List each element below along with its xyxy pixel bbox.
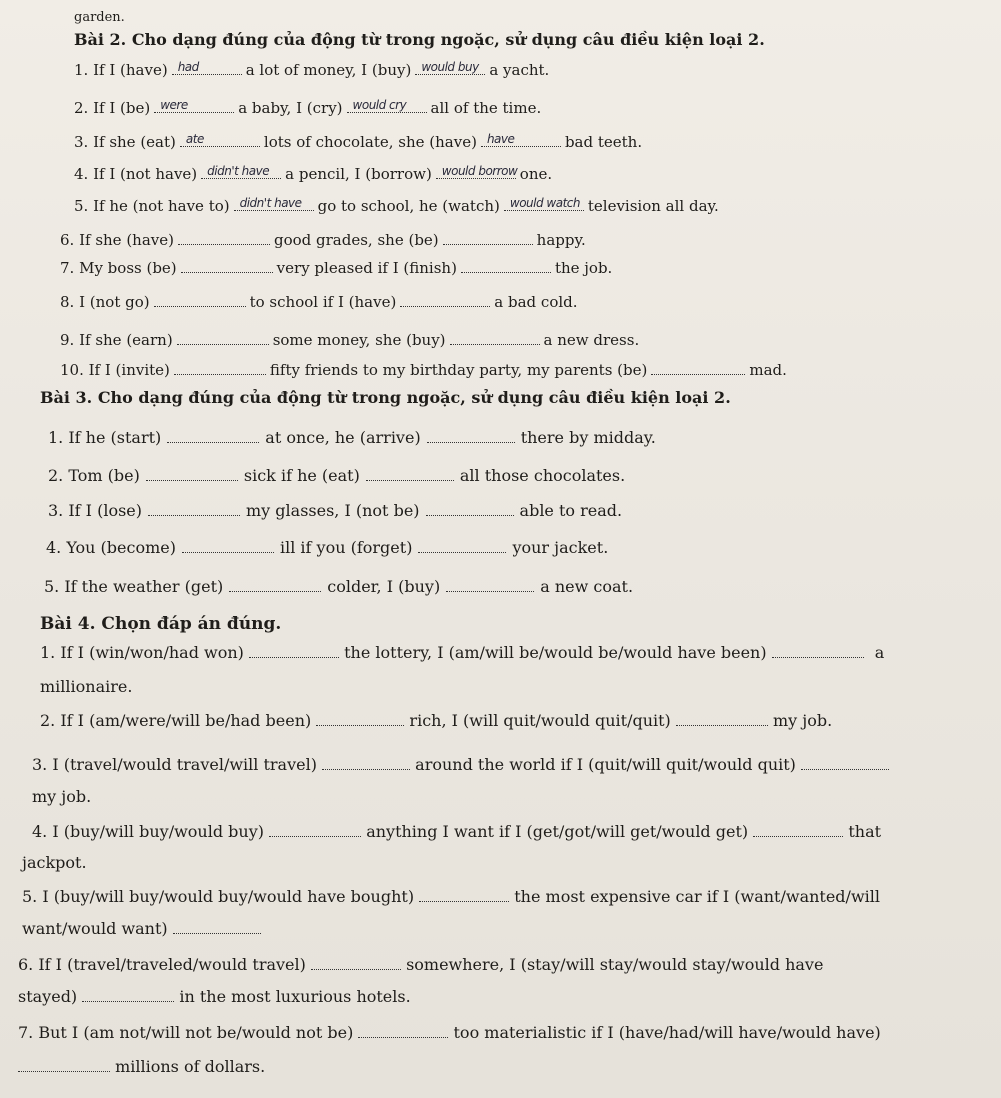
- q4-part-b: anything I want if I (get/got/will get/would get): [366, 822, 749, 841]
- answer-blank-1[interactable]: [177, 330, 269, 345]
- q5-blank-2[interactable]: [173, 919, 261, 934]
- handwritten-answer-1: had: [177, 60, 199, 74]
- q7-line-2: [18, 1057, 265, 1077]
- item-prompt-1: 3. If she (eat): [74, 133, 176, 151]
- q6-part-b: somewhere, I (stay/will stay/would stay/would have: [406, 955, 824, 974]
- exercise-2-item-2: [74, 98, 541, 118]
- answer-blank-1[interactable]: [172, 60, 242, 75]
- answer-blank-2[interactable]: [504, 196, 584, 211]
- q6-part-d: stayed): [18, 987, 78, 1006]
- item-prompt-1: 1. If I (have): [74, 61, 168, 79]
- item-prompt-1: 7. My boss (be): [60, 259, 177, 277]
- q7-part-d: millions of dollars.: [115, 1057, 266, 1076]
- item-prompt-1: 3. If I (lose): [48, 501, 142, 520]
- q4-blank-2[interactable]: [753, 822, 843, 837]
- item-prompt-3: a new dress.: [543, 331, 640, 349]
- q2-part-c: my job.: [772, 711, 833, 730]
- answer-blank-2[interactable]: [461, 258, 551, 273]
- answer-blank-2[interactable]: [443, 230, 533, 245]
- exercise-2-item-6: [60, 230, 586, 250]
- q1-part-c: a: [874, 643, 885, 662]
- item-prompt-1: 1. If he (start): [48, 428, 162, 447]
- q5-line-2: [22, 919, 261, 939]
- item-prompt-2: some money, she (buy): [272, 331, 446, 349]
- exercise-2-item-5: [74, 196, 719, 216]
- handwritten-answer-2: would watch: [509, 196, 580, 210]
- item-prompt-1: 4. If I (not have): [74, 165, 198, 183]
- item-prompt-3: happy.: [536, 231, 586, 249]
- item-prompt-3: there by midday.: [520, 428, 656, 447]
- answer-blank-1[interactable]: [180, 132, 260, 147]
- exercise-4-question-3: [32, 755, 889, 775]
- q3-blank-1[interactable]: [322, 755, 410, 770]
- top-word: garden.: [74, 10, 125, 25]
- answer-blank-1[interactable]: [178, 230, 270, 245]
- item-prompt-2: to school if I (have): [249, 293, 397, 311]
- item-prompt-3: your jacket.: [512, 538, 609, 557]
- q1-part-b: the lottery, I (am/will be/would be/would have been): [344, 643, 767, 662]
- q2-blank-1[interactable]: [316, 711, 404, 726]
- exercise-3-item-1: [48, 428, 656, 448]
- item-prompt-2: fifty friends to my birthday party, my parents (be): [269, 361, 648, 379]
- item-prompt-3: the job.: [554, 259, 613, 277]
- q2-part-b: rich, I (will quit/would quit/quit): [409, 711, 671, 730]
- item-prompt-2: ill if you (forget): [279, 538, 413, 557]
- exercise-2-item-8: [60, 292, 578, 312]
- exercise-2-item-4: [74, 164, 552, 184]
- exercise-2-item-10: [60, 360, 787, 380]
- q6-blank-2[interactable]: [82, 987, 174, 1002]
- exercise-4-question-7: [18, 1023, 881, 1043]
- answer-blank-2[interactable]: [400, 292, 490, 307]
- answer-blank-1[interactable]: [181, 258, 273, 273]
- answer-blank-1[interactable]: [182, 538, 274, 553]
- answer-blank-1[interactable]: [229, 577, 321, 592]
- q4-blank-1[interactable]: [269, 822, 361, 837]
- exercise-3-item-4: [46, 538, 608, 558]
- item-prompt-3: bad teeth.: [564, 133, 643, 151]
- exercise-2-item-1: [74, 60, 549, 80]
- q3-part-b: around the world if I (quit/will quit/would quit): [415, 755, 796, 774]
- item-prompt-2: colder, I (buy): [327, 577, 441, 596]
- exercise-2-item-9: [60, 330, 639, 350]
- item-prompt-2: sick if he (eat): [243, 466, 360, 485]
- exercise-4-question-1: [40, 643, 884, 663]
- exercise-2-item-3: [74, 132, 642, 152]
- answer-blank-2[interactable]: [450, 330, 540, 345]
- item-prompt-2: very pleased if I (finish): [276, 259, 457, 277]
- item-prompt-1: 2. If I (be): [74, 99, 151, 117]
- answer-blank-2[interactable]: [481, 132, 561, 147]
- answer-blank-2[interactable]: [651, 360, 745, 375]
- answer-blank-2[interactable]: [446, 577, 534, 592]
- answer-blank-1[interactable]: [146, 466, 238, 481]
- item-prompt-3: a bad cold.: [494, 293, 578, 311]
- item-prompt-2: lots of chocolate, she (have): [263, 133, 477, 151]
- q6-line-2: [18, 987, 411, 1007]
- q3-part-a: 3. I (travel/would travel/will travel): [32, 755, 317, 774]
- answer-blank-1[interactable]: [234, 196, 314, 211]
- answer-blank-1[interactable]: [148, 501, 240, 516]
- q1-part-a: 1. If I (win/won/had won): [40, 643, 244, 662]
- answer-blank-1[interactable]: [154, 292, 246, 307]
- q7-part-a: 7. But I (am not/will not be/would not be): [18, 1023, 354, 1042]
- item-prompt-3: a yacht.: [489, 61, 550, 79]
- handwritten-answer-2: would buy: [421, 60, 479, 74]
- exercise-3-item-2: [48, 466, 625, 486]
- exercise-2-title: Bài 2. Cho dạng đúng của động từ trong ngoặc, sử dụng câu điều kiện loại 2.: [74, 30, 765, 49]
- handwritten-answer-2: would cry: [352, 98, 407, 112]
- q3-blank-2[interactable]: [801, 755, 889, 770]
- handwritten-answer-1: didn't have: [207, 164, 270, 178]
- item-prompt-3: one.: [519, 165, 553, 183]
- item-prompt-1: 5. If he (not have to): [74, 197, 230, 215]
- q1-part-d: millionaire.: [40, 677, 133, 696]
- q6-part-a: 6. If I (travel/traveled/would travel): [18, 955, 306, 974]
- q5-part-a: 5. I (buy/will buy/would buy/would have bought): [22, 887, 415, 906]
- answer-blank-1[interactable]: [201, 164, 281, 179]
- q7-blank-1[interactable]: [358, 1023, 448, 1038]
- item-prompt-2: go to school, he (watch): [317, 197, 500, 215]
- item-prompt-2: my glasses, I (not be): [246, 501, 420, 520]
- item-prompt-2: good grades, she (be): [274, 231, 439, 249]
- handwritten-answer-1: ate: [185, 132, 204, 146]
- item-prompt-1: 10. If I (invite): [60, 361, 170, 379]
- answer-blank-2[interactable]: [427, 428, 515, 443]
- exercise-4-question-6: [18, 955, 823, 975]
- q3-part-d: my job.: [32, 787, 92, 806]
- exercise-3-item-5: [44, 577, 633, 597]
- item-prompt-2: a lot of money, I (buy): [245, 61, 412, 79]
- q1-blank-1[interactable]: [249, 643, 339, 658]
- answer-blank-1[interactable]: [174, 360, 266, 375]
- q5-part-d: want/would want): [22, 919, 168, 938]
- exercise-4-question-5: [22, 887, 880, 907]
- item-prompt-1: 9. If she (earn): [60, 331, 173, 349]
- q5-blank-1[interactable]: [419, 887, 509, 902]
- item-prompt-2: a baby, I (cry): [238, 99, 343, 117]
- exercise-2-item-7: [60, 258, 612, 278]
- q6-part-e: in the most luxurious hotels.: [179, 987, 411, 1006]
- exercise-4-question-2: [40, 711, 832, 731]
- answer-blank-2[interactable]: [415, 60, 485, 75]
- answer-blank-2[interactable]: [347, 98, 427, 113]
- handwritten-answer-2: would borrow: [441, 164, 518, 178]
- q4-part-c: that: [848, 822, 882, 841]
- item-prompt-3: mad.: [749, 361, 787, 379]
- q6-blank-1[interactable]: [311, 955, 401, 970]
- answer-blank-2[interactable]: [366, 466, 454, 481]
- q7-blank-2[interactable]: [18, 1057, 110, 1072]
- q7-part-b: too materialistic if I (have/had/will have/would have): [453, 1023, 881, 1042]
- item-prompt-1: 4. You (become): [46, 538, 176, 557]
- handwritten-answer-1: didn't have: [239, 196, 302, 210]
- exercise-4-title: Bài 4. Chọn đáp án đúng.: [40, 614, 282, 634]
- item-prompt-1: 8. I (not go): [60, 293, 150, 311]
- item-prompt-1: 6. If she (have): [60, 231, 174, 249]
- item-prompt-1: 2. Tom (be): [48, 466, 140, 485]
- item-prompt-3: a new coat.: [540, 577, 634, 596]
- q5-part-b: the most expensive car if I (want/wanted/will: [514, 887, 880, 906]
- exercise-4-question-4: [32, 822, 881, 842]
- q4-part-d: jackpot.: [22, 853, 87, 872]
- q1-blank-2[interactable]: [772, 643, 864, 658]
- answer-blank-2[interactable]: [436, 164, 516, 179]
- answer-blank-2[interactable]: [426, 501, 514, 516]
- item-prompt-2: a pencil, I (borrow): [285, 165, 432, 183]
- exercise-3-title: Bài 3. Cho dạng đúng của động từ trong ngoặc, sử dụng câu điều kiện loại 2.: [40, 388, 731, 407]
- item-prompt-3: all those chocolates.: [459, 466, 626, 485]
- q2-blank-2[interactable]: [676, 711, 768, 726]
- handwritten-answer-1: were: [160, 98, 188, 112]
- exercise-3-item-3: [48, 501, 622, 521]
- item-prompt-3: able to read.: [519, 501, 623, 520]
- item-prompt-1: 5. If the weather (get): [44, 577, 224, 596]
- answer-blank-2[interactable]: [418, 538, 506, 553]
- q4-part-a: 4. I (buy/will buy/would buy): [32, 822, 264, 841]
- item-prompt-3: all of the time.: [430, 99, 542, 117]
- handwritten-answer-2: have: [486, 132, 515, 146]
- item-prompt-3: television all day.: [587, 197, 719, 215]
- q2-part-a: 2. If I (am/were/will be/had been): [40, 711, 312, 730]
- answer-blank-1[interactable]: [167, 428, 259, 443]
- answer-blank-1[interactable]: [154, 98, 234, 113]
- item-prompt-2: at once, he (arrive): [265, 428, 421, 447]
